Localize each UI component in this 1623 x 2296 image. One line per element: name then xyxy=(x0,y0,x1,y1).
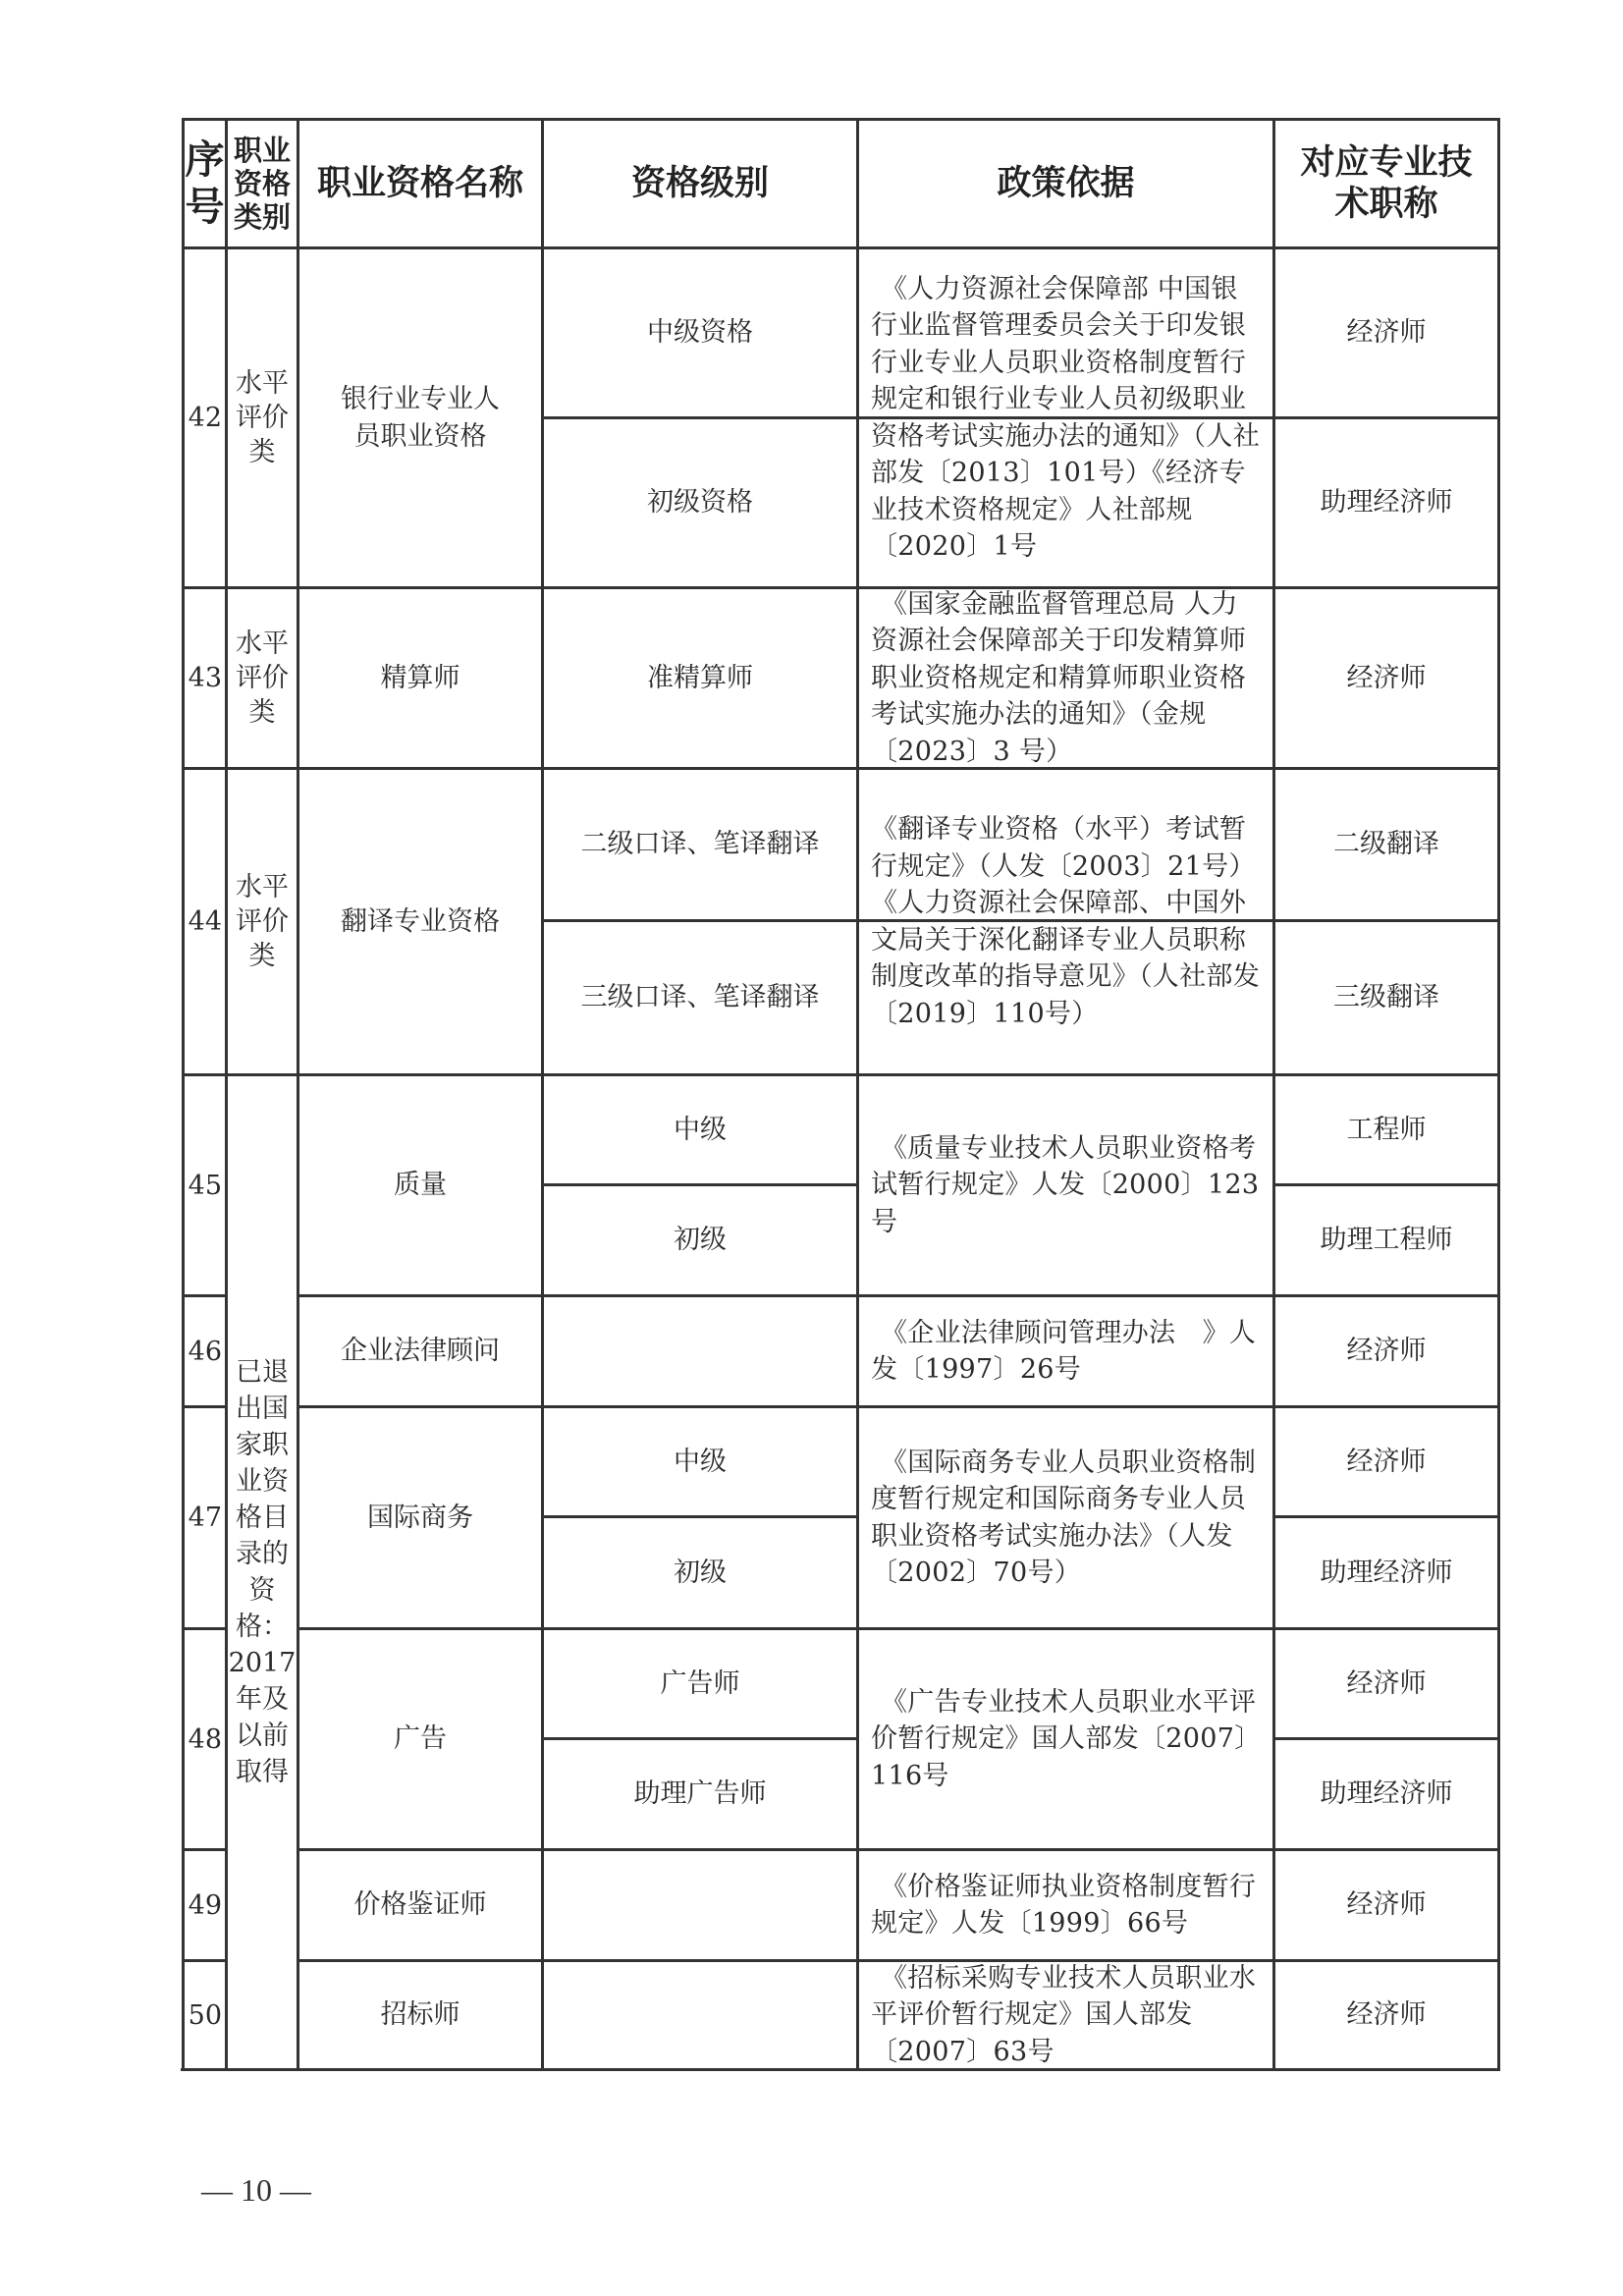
row-43-level-1 xyxy=(544,589,856,767)
header-title-label: 对应专业技术职称 xyxy=(1300,143,1473,224)
row-47-title-2 xyxy=(1275,1518,1497,1627)
row-48-title-2 xyxy=(1275,1740,1497,1848)
row-50-title-1 xyxy=(1275,1962,1497,2068)
row-46-seq xyxy=(185,1297,225,1405)
row-49-name xyxy=(299,1851,541,1959)
level-value: 中级 xyxy=(674,1446,727,1477)
name-value: 国际商务 xyxy=(367,1502,473,1533)
policy-value: 《国家金融监督管理总局 人力资源社会保障部关于印发精算师职业资格规定和精算师职业资格考试实施办法的通知》（金规〔2023〕3 号） xyxy=(871,588,1247,767)
row-42-category xyxy=(228,249,297,586)
row-42-seq xyxy=(185,249,225,586)
header-seq-label: 序号 xyxy=(185,137,225,230)
row-46-level-1 xyxy=(544,1297,856,1405)
title-value: 工程师 xyxy=(1346,1114,1427,1145)
title-value: 经济师 xyxy=(1346,1446,1427,1477)
row-47-level-2 xyxy=(544,1518,856,1627)
title-value: 助理经济师 xyxy=(1320,1778,1453,1809)
header-level-label: 资格级别 xyxy=(630,164,769,203)
row-49-level-1 xyxy=(544,1851,856,1959)
row-44-seq xyxy=(185,770,225,1073)
row-50-policy xyxy=(859,1962,1272,2068)
row-42-policy xyxy=(859,249,1272,586)
row-44-policy xyxy=(859,770,1272,1073)
row-43-policy xyxy=(859,589,1272,767)
row-50-level-1 xyxy=(544,1962,856,2068)
policy-value: 《人力资源社会保障部 中国银行业监督管理委员会关于印发银行业专业人员职业资格制度暂行规定和银行业专业人员初级职业资格考试实施办法的通知》（人社部发〔2013〕101号）《经济专业技术资格规定》人社部规〔2020〕1号 xyxy=(871,273,1260,562)
name-value: 价格鉴证师 xyxy=(353,1889,487,1920)
header-level xyxy=(544,121,856,246)
title-value: 助理经济师 xyxy=(1320,487,1453,518)
row-43-title-1 xyxy=(1275,589,1497,767)
category-value: 水平评价类 xyxy=(236,629,289,728)
row-42-name xyxy=(299,249,541,586)
level-value: 初级 xyxy=(674,1557,727,1588)
seq-value: 46 xyxy=(188,1336,222,1367)
row-50-name xyxy=(299,1962,541,2068)
header-name xyxy=(299,121,541,246)
row-45-level-2 xyxy=(544,1186,856,1294)
row-44-title-2 xyxy=(1275,922,1497,1073)
policy-value: 《企业法律顾问管理办法 》人发〔1997〕26号 xyxy=(871,1317,1257,1385)
row-48-level-1 xyxy=(544,1630,856,1737)
title-value: 经济师 xyxy=(1346,1889,1427,1920)
row-49-title-1 xyxy=(1275,1851,1497,1959)
header-name-label: 职业资格名称 xyxy=(316,164,523,203)
level-value: 二级口译、笔译翻译 xyxy=(580,829,820,859)
page-number: — 10 — xyxy=(201,2172,311,2208)
row-48-name xyxy=(299,1630,541,1848)
level-value: 三级口译、笔译翻译 xyxy=(580,982,820,1012)
row-44-name xyxy=(299,770,541,1073)
row-43-category xyxy=(228,589,297,767)
row-47-seq xyxy=(185,1408,225,1627)
row-48-policy xyxy=(859,1630,1272,1848)
row-47-level-1 xyxy=(544,1408,856,1515)
level-value: 广告师 xyxy=(660,1667,740,1699)
name-value: 质量 xyxy=(394,1170,447,1200)
row-46-title-1 xyxy=(1275,1297,1497,1405)
row-44-level-2 xyxy=(544,922,856,1073)
row-47-policy xyxy=(859,1408,1272,1627)
table-border-bottom xyxy=(181,2068,1500,2071)
row-44-category xyxy=(228,770,297,1073)
level-value: 中级资格 xyxy=(647,317,753,348)
policy-value: 《价格鉴证师执业资格制度暂行规定》人发〔1999〕66号 xyxy=(871,1871,1257,1939)
title-value: 经济师 xyxy=(1346,1667,1427,1699)
row-48-title-1 xyxy=(1275,1630,1497,1737)
row-45-seq xyxy=(185,1076,225,1294)
seq-value: 50 xyxy=(188,1999,222,2031)
level-value: 助理广告师 xyxy=(633,1778,767,1809)
name-value: 企业法律顾问 xyxy=(341,1336,500,1366)
title-value: 助理工程师 xyxy=(1320,1225,1453,1255)
policy-value: 《质量专业技术人员职业资格考试暂行规定》人发〔2000〕123号 xyxy=(871,1132,1260,1237)
policy-value: 《国际商务专业人员职业资格制度暂行规定和国际商务专业人员职业资格考试实施办法》（人发〔2002〕70号） xyxy=(871,1447,1257,1588)
row-42-title-1 xyxy=(1275,249,1497,416)
row-43-name xyxy=(299,589,541,767)
seq-value: 43 xyxy=(188,663,222,693)
level-value: 初级 xyxy=(674,1225,727,1255)
row-47-title-1 xyxy=(1275,1408,1497,1515)
category-value: 水平评价类 xyxy=(236,368,289,467)
category-value: 水平评价类 xyxy=(236,872,289,971)
row-44-level-1 xyxy=(544,770,856,919)
row-43-seq xyxy=(185,589,225,767)
level-value: 中级 xyxy=(674,1114,727,1145)
table-border-right xyxy=(1497,118,1500,2071)
row-45-title-1 xyxy=(1275,1076,1497,1183)
seq-value: 47 xyxy=(188,1503,222,1533)
row-47-name xyxy=(299,1408,541,1627)
name-value: 银行业专业人员职业资格 xyxy=(341,383,500,452)
policy-value: 《广告专业技术人员职业水平评价暂行规定》国人部发〔2007〕116号 xyxy=(871,1686,1262,1791)
row-45-policy xyxy=(859,1076,1272,1294)
row-42-level-2 xyxy=(544,419,856,586)
row-42-title-2 xyxy=(1275,419,1497,586)
row-49-policy xyxy=(859,1851,1272,1959)
row-45-title-2 xyxy=(1275,1186,1497,1294)
header-seq xyxy=(185,121,225,246)
title-value: 助理经济师 xyxy=(1320,1557,1453,1588)
row-45-level-1 xyxy=(544,1076,856,1183)
row-48-seq xyxy=(185,1630,225,1848)
name-value: 招标师 xyxy=(380,1999,460,2030)
name-value: 精算师 xyxy=(380,662,460,693)
seq-value: 42 xyxy=(188,403,222,433)
level-value: 准精算师 xyxy=(647,662,753,693)
header-title xyxy=(1275,121,1497,246)
merged-category-value: 已退出国家职业资格目录的资格：2017年及以前取得 xyxy=(228,1357,297,1787)
row-48-level-2 xyxy=(544,1740,856,1848)
header-category-label: 职业资格类别 xyxy=(233,134,291,234)
row-42-level-1 xyxy=(544,249,856,416)
policy-value: 《翻译专业资格（水平）考试暂行规定》（人发〔2003〕21号）《人力资源社会保障部、中国外文局关于深化翻译专业人员职称制度改革的指导意见》（人社部发〔2019〕110号） xyxy=(871,814,1260,1029)
row-45-name xyxy=(299,1076,541,1294)
title-value: 二级翻译 xyxy=(1333,829,1439,859)
header-category xyxy=(228,121,297,246)
row-46-name xyxy=(299,1297,541,1405)
name-value: 广告 xyxy=(394,1723,447,1754)
name-value: 翻译专业资格 xyxy=(341,905,500,937)
row-46-policy xyxy=(859,1297,1272,1405)
title-value: 经济师 xyxy=(1346,317,1427,348)
header-policy xyxy=(859,121,1272,246)
title-value: 三级翻译 xyxy=(1333,982,1439,1012)
level-value: 初级资格 xyxy=(647,487,753,518)
seq-value: 48 xyxy=(188,1723,222,1755)
seq-value: 45 xyxy=(188,1170,222,1201)
row-44-title-1 xyxy=(1275,770,1497,919)
header-policy-label: 政策依据 xyxy=(997,164,1135,203)
title-value: 经济师 xyxy=(1346,662,1427,693)
row-50-seq xyxy=(185,1962,225,2068)
seq-value: 44 xyxy=(188,906,222,937)
row-49-seq xyxy=(185,1851,225,1959)
title-value: 经济师 xyxy=(1346,1336,1427,1366)
policy-value: 《招标采购专业技术人员职业水平评价暂行规定》国人部发〔2007〕63号 xyxy=(871,1962,1257,2067)
merged-category xyxy=(228,1076,297,2068)
seq-value: 49 xyxy=(188,1889,222,1921)
title-value: 经济师 xyxy=(1346,1999,1427,2030)
